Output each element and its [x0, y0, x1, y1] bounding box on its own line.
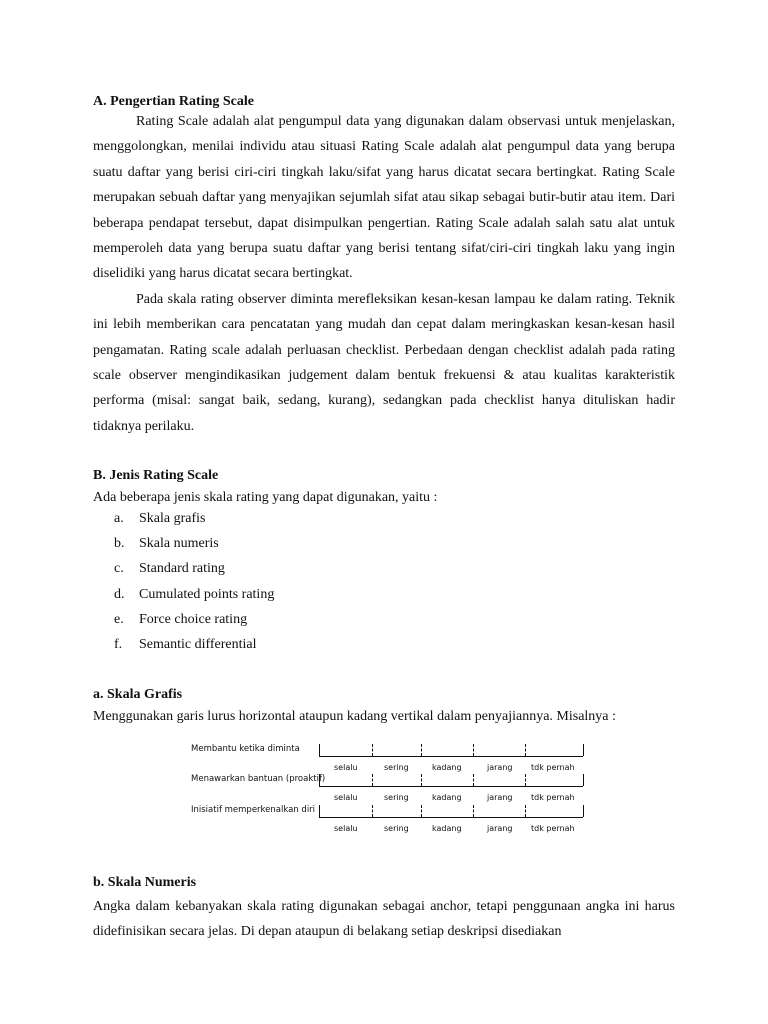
scale-tick	[473, 744, 475, 756]
list-marker: b.	[114, 536, 125, 552]
scale-option: tdk pernah	[531, 763, 575, 772]
scale-line	[319, 756, 583, 757]
scale-option: sering	[384, 763, 409, 772]
scale-option: kadang	[432, 793, 462, 802]
list-marker: f.	[114, 637, 123, 653]
scale-option: jarang	[487, 793, 513, 802]
scale-row-label: Inisiatif memperkenalkan diri	[191, 805, 316, 815]
scale-row-label: Membantu ketika diminta	[191, 744, 300, 754]
skala-numeris-section	[93, 874, 675, 944]
list-marker: e.	[114, 611, 124, 627]
rating-types-list	[93, 506, 675, 657]
scale-line	[319, 817, 583, 818]
scale-option: selalu	[334, 793, 358, 802]
section-b-intro: Ada beberapa jenis skala rating yang dapat digunakan, yaitu :	[93, 490, 438, 505]
scale-tick	[525, 744, 527, 756]
scale-option: selalu	[334, 763, 358, 772]
skala-grafis-heading: a. Skala Grafis	[93, 687, 183, 702]
list-item	[93, 632, 675, 657]
skala-grafis-description: Menggunakan garis lurus horizontal ataupun kadang vertikal dalam penyajiannya. Misalnya :	[93, 709, 616, 724]
list-item-label: Force choice rating	[139, 611, 248, 627]
scale-tick	[372, 805, 374, 817]
section-a-paragraph-2: Pada skala rating observer diminta merefleksikan kesan-kesan lampau ke dalam rating. Teknik ini lebih memberikan cara pencatatan yang mudah dan cepat dalam meringkaskan kesan-kesan hasil pengamatan. Rating scale adalah perluasan checklist. Perbedaan dengan checklist adalah pada rating scale observer mengindikasikan judgement dalam bentuk frekuensi & atau kualitas karakteristik performa (misal: sangat baik, sedang, kurang), sedangkan pada checklist hanya dituliskan hadir tidaknya perilaku.	[93, 291, 675, 434]
scale-row	[191, 774, 587, 804]
scale-option: selalu	[334, 824, 358, 833]
scale-option: tdk pernah	[531, 824, 575, 833]
scale-tick	[473, 774, 475, 786]
scale-tick	[372, 774, 374, 786]
scale-tick	[319, 744, 321, 756]
scale-option: kadang	[432, 824, 462, 833]
list-item	[93, 506, 675, 531]
scale-tick	[421, 805, 423, 817]
list-marker: d.	[114, 586, 125, 602]
list-item-label: Standard rating	[139, 561, 225, 577]
scale-option: sering	[384, 824, 409, 833]
scale-row-label: Menawarkan bantuan (proaktif)	[191, 774, 326, 784]
list-item	[93, 607, 675, 632]
list-marker: c.	[114, 561, 124, 577]
section-b	[93, 467, 675, 657]
scale-tick	[583, 744, 585, 756]
scale-option: tdk pernah	[531, 793, 575, 802]
scale-tick	[525, 774, 527, 786]
scale-tick	[583, 774, 585, 786]
scale-option: jarang	[487, 824, 513, 833]
scale-tick	[319, 805, 321, 817]
scale-line	[319, 786, 583, 787]
scale-tick	[583, 805, 585, 817]
section-b-heading: B. Jenis Rating Scale	[93, 468, 219, 483]
scale-option: kadang	[432, 763, 462, 772]
section-a-paragraph-1: Rating Scale adalah alat pengumpul data yang digunakan dalam observasi untuk menjelaskan, menggolongkan, menilai individu atau situasi Rating Scale adalah alat pengumpul data yang berupa suatu daftar yang berisi ciri-ciri tingkah laku/sifat yang harus dicatat secara bertingkat. Rating Scale merupakan sebuah daftar yang menyajikan sejumlah sifat atau sikap sebagai butir-butir atau item. Dari beberapa pendapat tersebut, dapat disimpulkan pengertian. Rating Scale adalah salah satu alat untuk memperoleh data yang berupa suatu daftar yang berisi tentang sifat/ciri-ciri tingkah laku yang ingin diselidiki yang harus dicatat secara bertingkat.	[93, 114, 675, 282]
scale-tick	[525, 805, 527, 817]
scale-row	[191, 805, 587, 835]
skala-numeris-heading: b. Skala Numeris	[93, 875, 197, 890]
scale-option: jarang	[487, 763, 513, 772]
section-a	[93, 93, 675, 439]
section-a-heading: A. Pengertian Rating Scale	[93, 94, 254, 109]
list-item	[93, 582, 675, 607]
scale-tick	[319, 774, 321, 786]
list-item-label: Cumulated points rating	[139, 586, 275, 602]
scale-tick	[421, 774, 423, 786]
list-item	[93, 531, 675, 556]
scale-row	[191, 744, 587, 774]
scale-tick	[421, 744, 423, 756]
scale-option: sering	[384, 793, 409, 802]
skala-grafis-section	[93, 686, 675, 726]
list-marker: a.	[114, 511, 124, 526]
list-item-label: Skala numeris	[139, 536, 219, 552]
scale-tick	[473, 805, 475, 817]
scale-tick	[372, 744, 374, 756]
list-item-label: Skala grafis	[139, 511, 206, 526]
list-item	[93, 556, 675, 581]
skala-numeris-paragraph: Angka dalam kebanyakan skala rating digunakan sebagai anchor, tetapi penggunaan angka ini harus didefinisikan secara jelas. Di depan ataupun di belakang setiap deskripsi disediakan	[93, 899, 675, 939]
graphic-scale-figure	[191, 744, 587, 836]
list-item-label: Semantic differential	[139, 637, 257, 653]
